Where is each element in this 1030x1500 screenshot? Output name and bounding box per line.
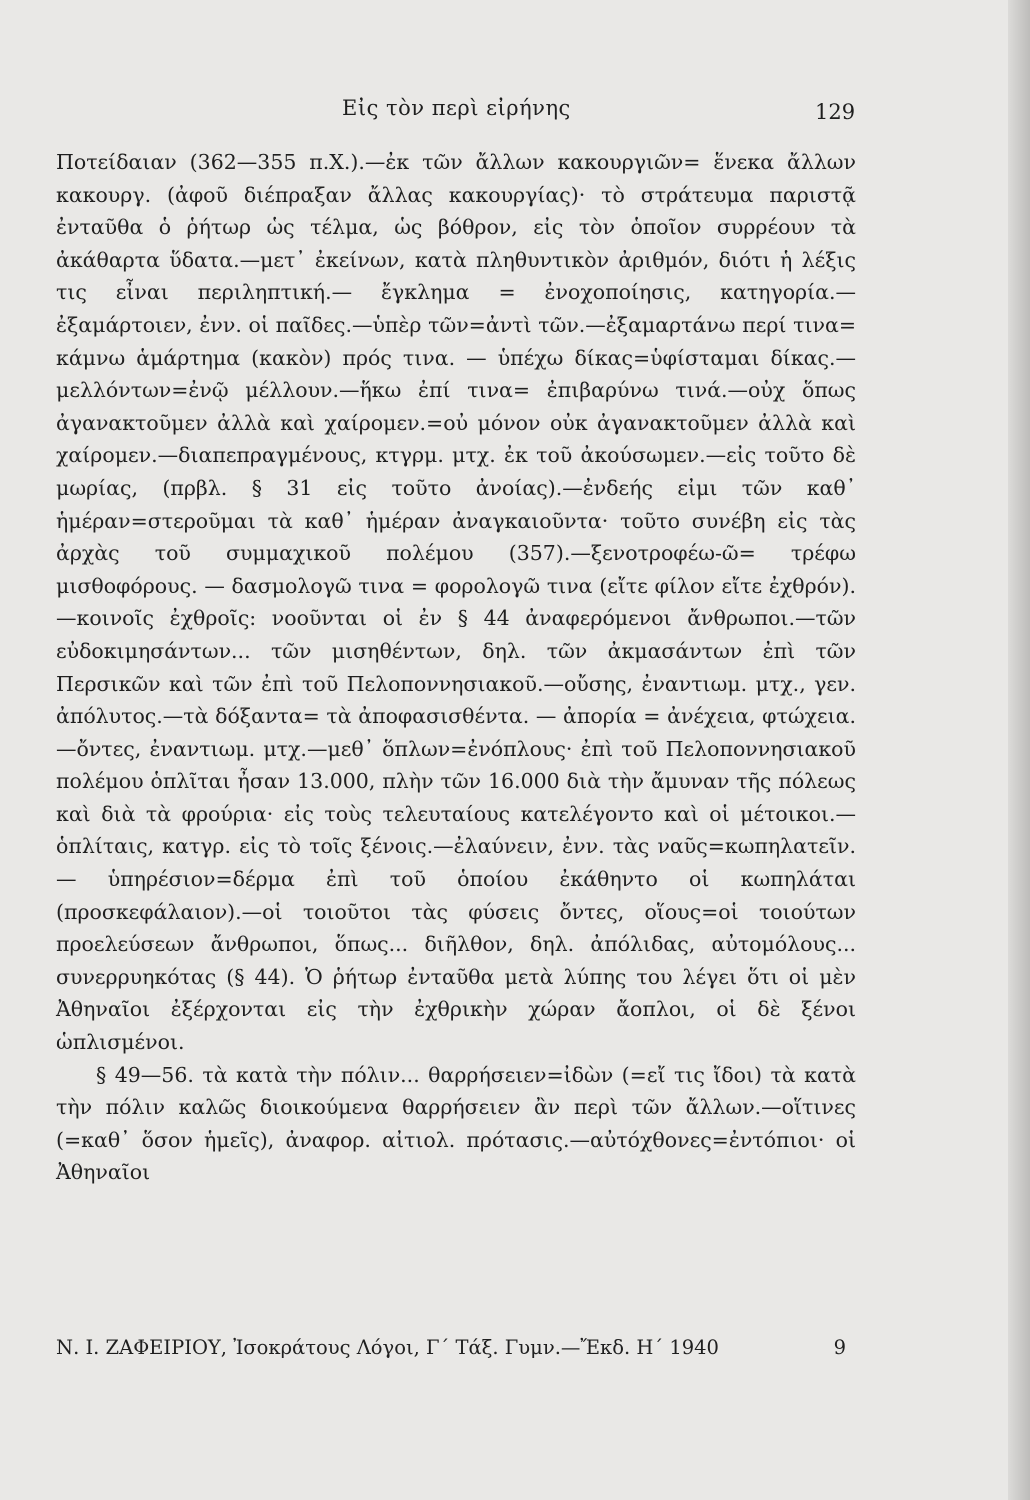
- page-edge-shadow: [1008, 0, 1030, 1500]
- running-title: Εἰς τὸν περὶ εἰρήνης: [342, 96, 571, 120]
- printer-signature-line: [56, 1336, 846, 1359]
- sheet-number: 9: [833, 1336, 846, 1359]
- printer-signature: Ν. Ι. ΖΑΦΕΙΡΙΟΥ, Ἰσοκράτους Λόγοι, Γ΄ Τάξ. Γυμν.—Ἔκδ. Η΄ 1940: [56, 1336, 719, 1359]
- commentary-paragraph-2: § 49—56. τὰ κατὰ τὴν πόλιν... θαρρήσειεν=ἰδὼν (=εἴ τις ἴδοι) τὰ κατὰ τὴν πόλιν καλῶς διοικούμενα θαρρήσειεν ἂν περὶ τῶν ἄλλων.—οἵτινες (=καθ᾿ ὅσον ἡμεῖς), ἀναφορ. αἰτιολ. πρότασις.—αὐτόχθονες=ἐντόπιοι· οἱ Ἀθηναῖοι: [56, 1062, 856, 1185]
- commentary-paragraph-1: Ποτείδαιαν (362—355 π.Χ.).—ἐκ τῶν ἄλλων κακουργιῶν= ἕνεκα ἄλλων κακουργ. (ἀφοῦ διέπραξαν ἄλλας κακουργίας)· τὸ στράτευμα παριστᾷ ἐνταῦθα ὁ ῥήτωρ ὡς τέλμα, ὡς βόθρον, εἰς τὸν ὁποῖον συρρέουν τὰ ἀκάθαρτα ὕδατα.—μετ᾿ ἐκείνων, κατὰ πληθυντικὸν ἀριθμόν, διότι ἡ λέξις τις εἶναι περιληπτική.— ἔγκλημα = ἐνοχοποίησις, κατηγορία.—ἐξαμάρτοιεν, ἐνν. οἱ παῖδες.—ὑπὲρ τῶν=ἀντὶ τῶν.—ἐξαμαρτάνω περί τινα= κάμνω ἁμάρτημα (κακὸν) πρός τινα. — ὑπέχω δίκας=ὑφίσταμαι δίκας.—μελλόντων=ἐνῷ μέλλουν.—ἥκω ἐπί τινα= ἐπιβαρύνω τινά.—οὐχ ὅπως ἀγανακτοῦμεν ἀλλὰ καὶ χαίρομεν.=οὐ μόνον οὐκ ἀγανακτοῦμεν ἀλλὰ καὶ χαίρομεν.—διαπεπραγμένους, κτγρμ. μτχ. ἐκ τοῦ ἀκούσωμεν.—εἰς τοῦτο δὲ μωρίας, (πρβλ. § 31 εἰς τοῦτο ἀνοίας).—ἐνδεής εἰμι τῶν καθ᾿ ἡμέραν=στεροῦμαι τὰ καθ᾿ ἡμέραν ἀναγκαιοῦντα· τοῦτο συνέβη εἰς τὰς ἀρχὰς τοῦ συμμαχικοῦ πολέμου (357).—ξενοτροφέω-ῶ= τρέφω μισθοφόρους. — δασμολογῶ τινα = φορολογῶ τινα (εἴτε φίλον εἴτε ἐχθρόν).—κοινοῖς ἐχθροῖς: νοοῦνται οἱ ἐν § 44 ἀναφερόμενοι ἄνθρωποι.—τῶν εὐδοκιμησάντων... τῶν μισηθέντων, δηλ. τῶν ἀκμασάντων ἐπὶ τῶν Περσικῶν καὶ τῶν ἐπὶ τοῦ Πελοποννησιακοῦ.—οὔσης, ἐναντιωμ. μτχ., γεν. ἀπόλυτος.—τὰ δόξαντα= τὰ ἀποφασισθέντα. — ἀπορία = ἀνέχεια, φτώχεια.—ὄντες, ἐναντιωμ. μτχ.—μεθ᾿ ὅπλων=ἐνόπλους· ἐπὶ τοῦ Πελοποννησιακοῦ πολέμου ὁπλῖται ἦσαν 13.000, πλὴν τῶν 16.000 διὰ τὴν ἄμυναν τῆς πόλεως καὶ διὰ τὰ φρούρια· εἰς τοὺς τελευταίους κατελέγοντο καὶ οἱ μέτοικοι.—ὁπλίταις, κατγρ. εἰς τὸ τοῖς ξένοις.—ἐλαύνειν, ἐνν. τὰς ναῦς=κωπηλατεῖν.— ὑπηρέσιον=δέρμα ἐπὶ τοῦ ὁποίου ἐκάθηντο οἱ κωπηλάται (προσκεφάλαιον).—οἱ τοιοῦτοι τὰς φύσεις ὄντες, οἵους=οἱ τοιούτων προελεύσεων ἄνθρωποι, ὅπως... διῆλθον, δηλ. ἀπόλιδας, αὐτομόλους... συνερρυηκότας (§ 44). Ὁ ῥήτωρ ἐνταῦθα μετὰ λύπης του λέγει ὅτι οἱ μὲν Ἀθηναῖοι ἐξέρχονται εἰς τὴν ἐχθρικὴν χώραν ἄοπλοι, οἱ δὲ ξένοι ὡπλισμένοι.: [56, 150, 856, 1055]
- commentary-text: [56, 146, 856, 1189]
- page-number: 129: [815, 100, 856, 124]
